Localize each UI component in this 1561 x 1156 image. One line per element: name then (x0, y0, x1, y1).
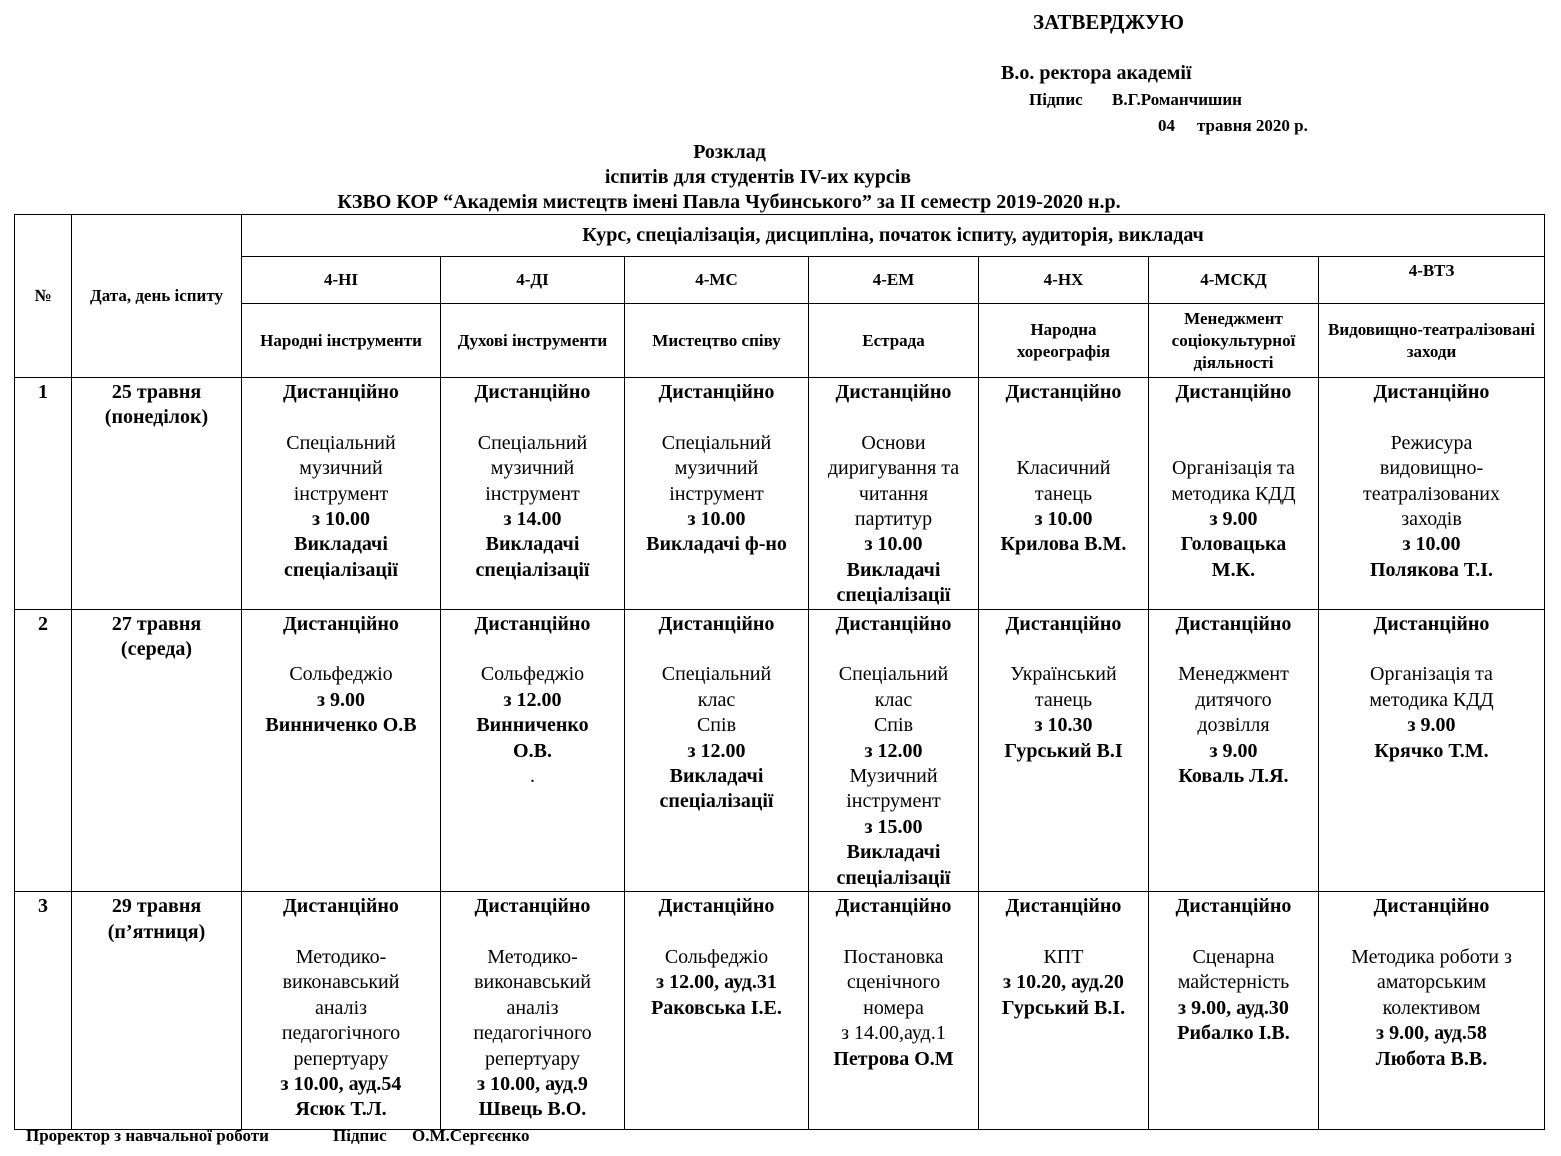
exam-line: з 10.00 (1034, 508, 1093, 530)
exam-cell (441, 892, 625, 1130)
exam-line (809, 637, 978, 662)
exam-mode: Дистанційно (1005, 381, 1122, 403)
exam-line (242, 405, 440, 430)
exam-line: Викладачі (846, 558, 941, 581)
exam-line (1149, 637, 1318, 662)
exam-line: театралізованих (1362, 482, 1501, 505)
exam-line: диригування та (827, 457, 960, 480)
exam-line: танець (1034, 482, 1093, 505)
exam-line: заходів (1401, 508, 1462, 531)
exam-mode: Дистанційно (658, 612, 775, 635)
exam-line: клас (697, 688, 736, 711)
exam-line: з 10.00 (1402, 533, 1461, 556)
exam-mode: Дистанційно (658, 381, 775, 403)
exam-line: інструмент (846, 790, 941, 813)
exam-line: з 10.00 (687, 508, 746, 531)
exam-line: Організація та (1172, 457, 1295, 480)
exam-line (979, 637, 1148, 662)
exam-line: Сольфеджіо (664, 945, 769, 968)
exam-line (242, 920, 440, 945)
group-code: 4-МС (625, 257, 809, 304)
footer-signature-label: Підпис (333, 1126, 387, 1145)
exam-line: Викладачі (669, 765, 764, 788)
exam-line: спеціалізації (659, 790, 774, 813)
exam-line: виконавський (474, 971, 591, 994)
exam-line: Режисура (1390, 431, 1473, 454)
exam-cell (242, 609, 441, 891)
footer-position: Проректор з навчальної роботи (26, 1126, 269, 1145)
exam-line: з 12.00, ауд.31 (656, 971, 777, 994)
exam-line: Сценарна (1192, 945, 1275, 968)
exam-line: інструмент (669, 482, 764, 505)
exam-line: Спеціальний (286, 431, 396, 454)
exam-mode: Дистанційно (835, 612, 952, 635)
header-number: № (15, 215, 72, 378)
row-number: 2 (15, 609, 72, 891)
group-code: 4-ЕМ (809, 257, 979, 304)
exam-line (1149, 405, 1318, 430)
exam-line (625, 920, 808, 945)
footer-name: О.М.Сергєєнко (412, 1126, 530, 1145)
exam-line: Викладачі (846, 841, 941, 864)
exam-line: спеціалізації (836, 866, 951, 889)
exam-cell (625, 609, 809, 891)
exam-line (1319, 920, 1544, 945)
exam-line: аматорським (1376, 971, 1487, 994)
exam-line: інструмент (293, 482, 389, 505)
exam-line: з 14.00,ауд.1 (841, 1022, 946, 1045)
exam-line: методика КДД (1171, 482, 1296, 505)
exam-mode: Дистанційно (474, 895, 591, 918)
exam-line (809, 920, 978, 945)
exam-line: Організація та (1370, 663, 1493, 686)
exam-mode: Дистанційно (1175, 381, 1292, 403)
exam-mode: Дистанційно (1175, 895, 1292, 918)
exam-cell (809, 378, 979, 610)
exam-cell (625, 378, 809, 610)
exam-line: з 10.00 (311, 508, 371, 531)
group-code: 4-НІ (242, 257, 441, 304)
exam-line: Методико- (295, 945, 387, 968)
exam-line: музичний (299, 457, 383, 480)
schedule-subtitle: іспитів для студентів IV-их курсів (604, 166, 912, 188)
group-specialization: Мистецтво співу (625, 304, 809, 378)
exam-cell (809, 609, 979, 891)
exam-cell (1149, 378, 1319, 610)
group-specialization: Народна хореографія (979, 304, 1149, 378)
exam-line: з 10.00 (864, 533, 923, 556)
schedule-title: Розклад (693, 141, 766, 163)
group-code: 4-ДІ (441, 257, 625, 304)
exam-line: Рибалко І.В. (1177, 1022, 1290, 1045)
exam-line: Гурський В.І (1004, 739, 1123, 762)
approval-date-day: 04 (1158, 116, 1175, 135)
exam-line (1319, 637, 1544, 662)
group-specialization: Народні інструменти (242, 304, 441, 378)
exam-line: номера (863, 996, 924, 1019)
exam-line: з 9.00 (1209, 739, 1258, 762)
exam-line: Спів (696, 714, 737, 737)
approval-title: ЗАТВЕРДЖУЮ (1033, 10, 1184, 34)
exam-line: виконавський (282, 971, 400, 994)
exam-mode: Дистанційно (835, 895, 952, 918)
exam-line: О.В. (513, 739, 552, 762)
exam-cell (979, 609, 1149, 891)
exam-line: . (530, 765, 535, 788)
exam-line: репертуару (484, 1047, 581, 1070)
exam-mode: Дистанційно (474, 381, 591, 403)
exam-line: М.К. (1211, 558, 1256, 581)
exam-cell (979, 378, 1149, 610)
exam-line: Петрова О.М (833, 1047, 954, 1070)
exam-line: з 12.00 (503, 688, 562, 711)
exam-line: з 14.00 (503, 508, 562, 531)
exam-line: Швець В.О. (478, 1098, 587, 1121)
exam-line: Раковська І.Е. (651, 996, 782, 1019)
exam-cell (441, 378, 625, 610)
approval-signature-label: Підпис (1029, 90, 1083, 109)
exam-line: з 10.20, ауд.20 (1003, 971, 1124, 994)
row-number: 1 (15, 378, 72, 610)
exam-line (441, 405, 624, 430)
exam-line: Гурський В.І. (1001, 996, 1126, 1019)
exam-line: аналіз (506, 996, 559, 1019)
approval-date-rest: травня 2020 р. (1197, 116, 1308, 135)
exam-date: 29 травня (п’ятниця) (72, 892, 242, 1130)
table-row (15, 609, 1545, 891)
exam-line (1149, 920, 1318, 945)
exam-cell (625, 892, 809, 1130)
schedule-institution: КЗВО КОР “Академія мистецтв імені Павла Чубинського” за ІІ семестр 2019-2020 н.р. (337, 191, 1121, 213)
exam-line: Викладачі (294, 533, 388, 556)
exam-line: Постановка (843, 945, 944, 968)
group-code: 4-ВТЗ (1319, 257, 1545, 304)
header-specs-row (15, 304, 1545, 378)
exam-line: музичний (674, 457, 759, 480)
group-specialization: Видовищно-театралізовані заходи (1319, 304, 1545, 378)
exam-mode: Дистанційно (1175, 612, 1292, 635)
exam-line: Спів (873, 714, 914, 737)
exam-line: читання (858, 482, 929, 505)
exam-line: з 12.00 (687, 739, 746, 762)
exam-line (441, 637, 624, 662)
exam-cell (441, 609, 625, 891)
exam-line: дозвілля (1197, 714, 1270, 737)
exam-line: Крилова В.М. (1000, 533, 1127, 556)
exam-line: з 9.00, ауд.30 (1178, 996, 1289, 1019)
exam-line: Викладачі ф-но (646, 533, 787, 556)
schedule-table (14, 214, 1545, 1130)
exam-line (242, 637, 440, 662)
group-code: 4-МСКД (1149, 257, 1319, 304)
group-specialization: Естрада (809, 304, 979, 378)
exam-mode: Дистанційно (835, 381, 952, 403)
exam-line: репертуару (293, 1047, 389, 1070)
exam-line: педагогічного (473, 1022, 592, 1045)
exam-line: спеціалізації (475, 558, 590, 581)
exam-line: дитячого (1195, 688, 1272, 711)
exam-line: сценічного (846, 971, 941, 994)
row-number: 3 (15, 892, 72, 1130)
exam-line: спеціалізації (836, 584, 951, 607)
exam-mode: Дистанційно (283, 895, 399, 918)
exam-line (625, 405, 808, 430)
exam-line (979, 920, 1148, 945)
exam-line: Спеціальний (661, 663, 772, 686)
exam-line (809, 405, 978, 430)
exam-line: Методико- (487, 945, 578, 968)
exam-cell (979, 892, 1149, 1130)
exam-line: Спеціальний (838, 663, 949, 686)
exam-line: КПТ (1043, 945, 1084, 968)
exam-line: Класичний (1016, 457, 1111, 480)
exam-line: з 12.00 (864, 739, 923, 762)
exam-mode: Дистанційно (658, 895, 775, 918)
exam-line: методика КДД (1369, 688, 1494, 711)
exam-line: з 9.00, ауд.58 (1376, 1022, 1487, 1045)
exam-line: з 10.00, ауд.54 (280, 1072, 402, 1095)
exam-line: Основи (861, 431, 926, 454)
exam-line: з 10.30 (1034, 714, 1093, 737)
exam-line: Методика роботи з (1351, 945, 1512, 968)
exam-mode: Дистанційно (474, 612, 591, 635)
exam-line: Сольфеджіо (480, 663, 585, 686)
header-course-group: Курс, спеціалізація, дисципліна, початок іспиту, аудиторія, викладач (242, 215, 1545, 257)
exam-line: Викладачі (485, 533, 580, 556)
exam-mode: Дистанційно (283, 612, 399, 635)
exam-line (979, 431, 1148, 456)
exam-mode: Дистанційно (283, 381, 399, 403)
exam-line: з 9.00 (316, 688, 366, 711)
exam-line: Коваль Л.Я. (1178, 765, 1289, 788)
exam-date: 27 травня (середа) (72, 609, 242, 891)
exam-line: майстерність (1177, 971, 1290, 994)
exam-line: Український (1010, 663, 1117, 686)
exam-line: Крячко Т.М. (1374, 739, 1489, 762)
exam-line: спеціалізації (284, 558, 398, 581)
exam-line: з 9.00 (1407, 714, 1456, 737)
group-code: 4-НХ (979, 257, 1149, 304)
exam-date: 25 травня (понеділок) (72, 378, 242, 610)
exam-line (1149, 431, 1318, 456)
approval-position: В.о. ректора академії (1001, 62, 1192, 84)
exam-cell (1319, 892, 1545, 1130)
exam-line: з 10.00, ауд.9 (477, 1072, 588, 1095)
exam-mode: Дистанційно (1005, 612, 1122, 635)
exam-line: педагогічного (281, 1022, 401, 1045)
exam-line: партитур (854, 508, 933, 531)
exam-cell (1149, 892, 1319, 1130)
approval-name: В.Г.Романчишин (1112, 90, 1242, 109)
exam-cell (1319, 378, 1545, 610)
exam-mode: Дистанційно (1005, 895, 1122, 918)
exam-line: Ясюк Т.Л. (295, 1098, 387, 1121)
exam-line: Спеціальний (477, 431, 588, 454)
exam-line: Любота В.В. (1375, 1047, 1488, 1070)
exam-cell (1319, 609, 1545, 891)
exam-line: колективом (1382, 996, 1481, 1019)
header-codes-row (15, 257, 1545, 304)
exam-line: Музичний (849, 765, 938, 788)
exam-line: інструмент (485, 482, 580, 505)
exam-mode: Дистанційно (1373, 381, 1490, 403)
exam-line: танець (1034, 688, 1093, 711)
exam-line (979, 405, 1148, 430)
group-specialization: Менеджмент соціокультурної діяльності (1149, 304, 1319, 378)
exam-line: музичний (490, 457, 575, 480)
exam-line (441, 920, 624, 945)
exam-mode: Дистанційно (1373, 612, 1490, 635)
exam-cell (242, 378, 441, 610)
exam-cell (1149, 609, 1319, 891)
exam-line: видовищно- (1379, 457, 1484, 480)
exam-line (625, 637, 808, 662)
exam-line: Винниченко О.В (265, 714, 417, 737)
table-row (15, 378, 1545, 610)
exam-line: Сольфеджіо (289, 663, 393, 686)
exam-line: з 9.00 (1209, 508, 1258, 530)
exam-line: Полякова Т.І. (1369, 558, 1494, 581)
exam-mode: Дистанційно (1373, 895, 1490, 918)
exam-line (1319, 405, 1544, 430)
exam-line: аналіз (314, 996, 368, 1019)
exam-line: Спеціальний (661, 431, 772, 454)
exam-cell (809, 892, 979, 1130)
exam-line: Головацька (1180, 533, 1287, 556)
group-specialization: Духові інструменти (441, 304, 625, 378)
exam-line: Винниченко (476, 714, 589, 737)
exam-line: клас (874, 688, 913, 711)
exam-line: Менеджмент (1178, 663, 1289, 686)
exam-cell (242, 892, 441, 1130)
header-date: Дата, день іспиту (72, 215, 242, 378)
exam-line: з 15.00 (864, 815, 923, 838)
table-row (15, 892, 1545, 1130)
